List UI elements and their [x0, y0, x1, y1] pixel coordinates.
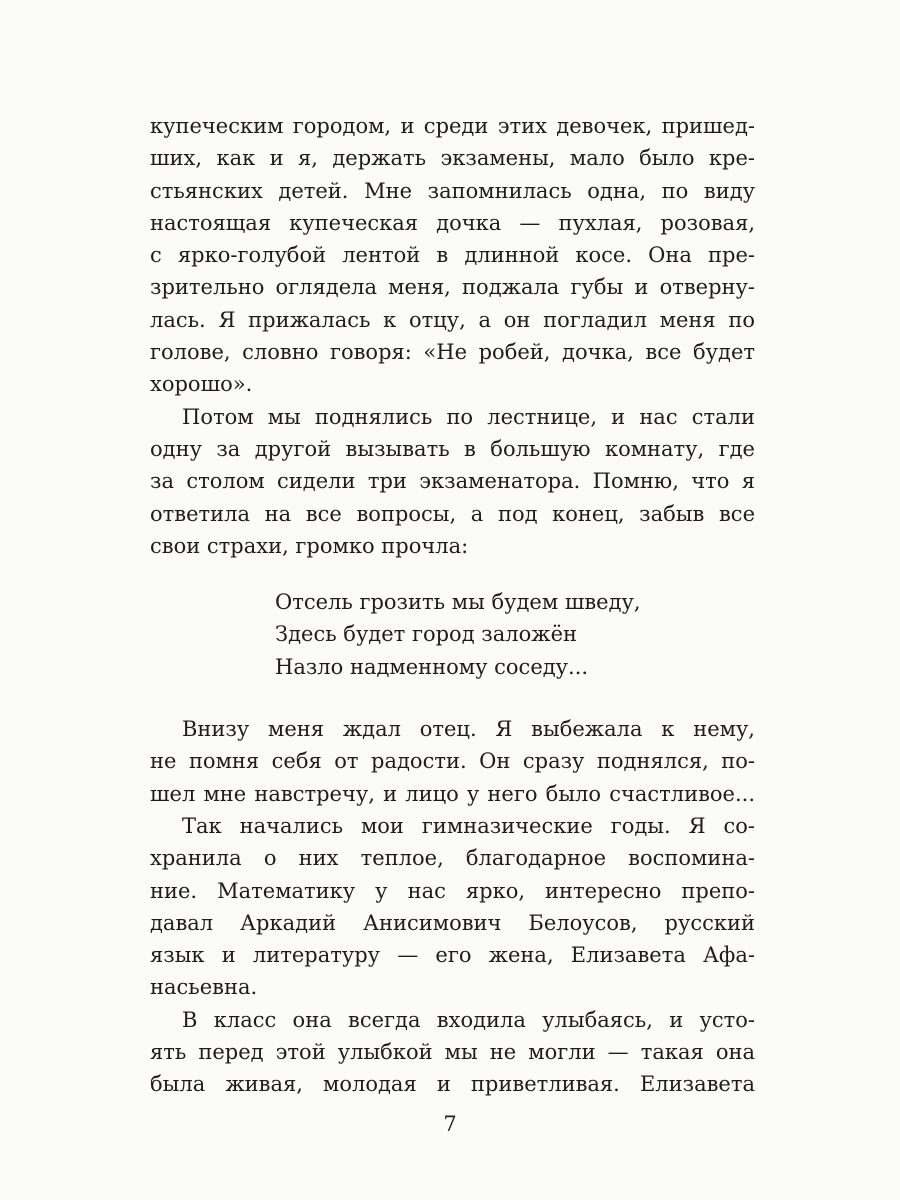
- text-line: за столом сидели три экзаменатора. Помню, что я: [150, 469, 755, 494]
- text-line: купеческим городом, и среди этих девочек, пришед-: [150, 114, 755, 138]
- text-line: с ярко-голубой лентой в длинной косе. Она пре-: [150, 243, 755, 268]
- text-line: была живая, молодая и приветливая. Елизавета: [150, 1072, 755, 1097]
- text-line: лась. Я прижалась к отцу, а он погладил меня по: [150, 307, 755, 332]
- verse-line: Здесь будет город заложён: [275, 622, 577, 647]
- verse-block: [275, 586, 755, 683]
- text-line: В класс она всегда входила улыбаясь, и усто-: [182, 1007, 755, 1032]
- verse-line: Отсель грозить мы будем шведу,: [275, 590, 641, 615]
- text-line: настоящая купеческая дочка — пухлая, розовая,: [150, 210, 755, 235]
- page-number: 7: [443, 1112, 457, 1136]
- verse-line: Назло надменному соседу...: [275, 654, 589, 679]
- text-line: Потом мы поднялись по лестнице, и нас стали: [182, 404, 755, 429]
- text-line: хорошо».: [150, 372, 253, 397]
- paragraph: [150, 1004, 755, 1101]
- text-block: [150, 110, 755, 1101]
- paragraph: [150, 810, 755, 1004]
- text-line: шел мне навстречу, и лицо у него было счастливое...: [150, 781, 755, 806]
- text-line: язык и литературу — его жена, Елизавета Афа-: [150, 943, 755, 968]
- text-line: одну за другой вызывать в большую комнату, где: [150, 436, 755, 461]
- text-line: давал Аркадий Анисимович Белоусов, русский: [150, 910, 755, 935]
- paragraph: [150, 110, 755, 401]
- paragraph: [150, 401, 755, 562]
- text-line: не помня себя от радости. Он сразу поднялся, по-: [150, 749, 755, 774]
- text-line: ответила на все вопросы, а под конец, забыв все: [150, 501, 755, 526]
- text-line: зрительно оглядела меня, поджала губы и отверну-: [150, 275, 755, 300]
- text-line: голове, словно говоря: «Не робей, дочка, все будет: [150, 340, 755, 365]
- text-line: свои страхи, громко прочла:: [150, 533, 469, 558]
- text-line: ять перед этой улыбкой мы не могли — такая она: [150, 1040, 755, 1065]
- text-line: стьянских детей. Мне запомнилась одна, по виду: [150, 178, 755, 203]
- text-line: Так начались мои гимназические годы. Я со-: [182, 813, 755, 838]
- text-line: ших, как и я, держать экзамены, мало было кре-: [150, 146, 755, 171]
- text-line: ние. Математику у нас ярко, интересно препо-: [150, 878, 755, 903]
- text-line: насьевна.: [150, 975, 258, 1000]
- text-line: хранила о них теплое, благодарное воспомина-: [150, 846, 755, 871]
- paragraph: [150, 713, 755, 810]
- text-line: Внизу меня ждал отец. Я выбежала к нему,: [182, 717, 755, 742]
